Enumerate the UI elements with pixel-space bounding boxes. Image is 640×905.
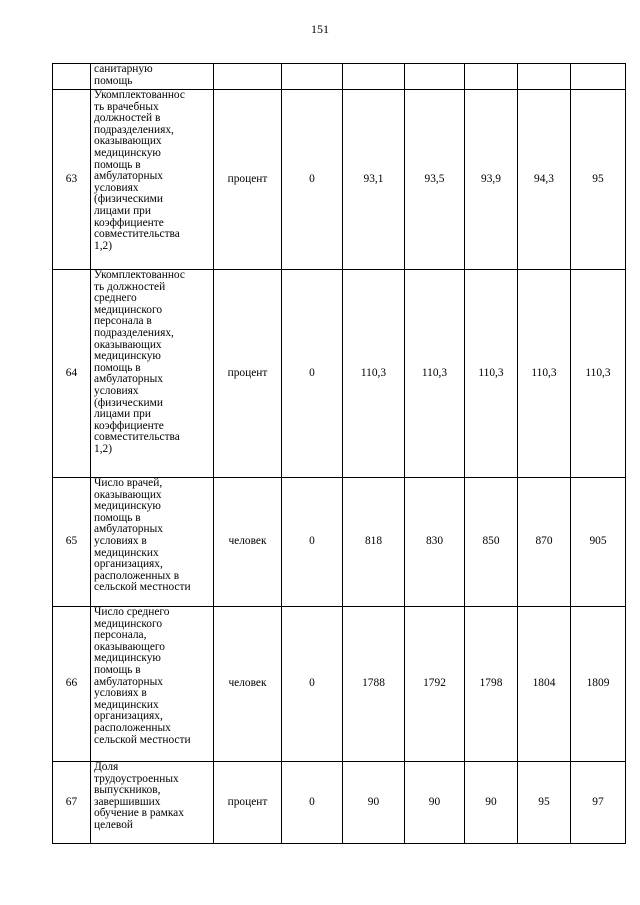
indicator-name-line: амбулаторных — [94, 170, 163, 183]
indicator-name — [91, 478, 214, 607]
unit-cell: человек — [214, 478, 282, 607]
indicator-name-line: Число среднего — [94, 606, 170, 618]
value-cell — [571, 64, 626, 90]
indicator-name-line: оказывающего — [94, 640, 165, 653]
indicator-name-line: амбулаторных — [94, 523, 163, 536]
indicator-name-line: Укомплектованнос — [94, 269, 185, 281]
value-cell: 818 — [343, 478, 405, 607]
value-cell: 110,3 — [405, 270, 465, 478]
value-cell: 1788 — [343, 607, 405, 762]
indicator-name-line: персонала, — [94, 629, 147, 642]
indicator-name-line: сельской местности — [94, 733, 191, 746]
indicator-name-line: помощь в — [94, 158, 141, 171]
indicator-name-line: подразделениях, — [94, 123, 174, 136]
value-cell: 97 — [571, 762, 626, 844]
value-cell — [405, 64, 465, 90]
value-cell: 93,5 — [405, 90, 465, 270]
value-cell: 93,9 — [465, 90, 518, 270]
indicator-name-line: медицинскую — [94, 500, 161, 513]
value-cell: 870 — [518, 478, 571, 607]
table-row — [53, 762, 626, 844]
indicator-name-line: коэффициенте — [94, 216, 164, 229]
row-number — [53, 64, 91, 90]
indicator-name-line: трудоустроенных — [94, 772, 179, 785]
unit-cell: человек — [214, 607, 282, 762]
indicator-name-line: помощь в — [94, 511, 141, 524]
value-cell: 110,3 — [571, 270, 626, 478]
value-cell: 110,3 — [518, 270, 571, 478]
indicator-name-line: (физическими — [94, 193, 163, 206]
value-cell: 90 — [465, 762, 518, 844]
indicator-name-line: Укомплектованнос — [94, 89, 185, 101]
indicator-name-line: медицинских — [94, 546, 159, 559]
value-cell: 1804 — [518, 607, 571, 762]
indicator-name — [91, 762, 214, 844]
value-cell: 1809 — [571, 607, 626, 762]
value-cell: 90 — [343, 762, 405, 844]
indicator-name — [91, 270, 214, 478]
indicator-name-line: медицинскую — [94, 350, 161, 363]
indicator-name-line: условиях в — [94, 687, 147, 700]
value-cell: 0 — [282, 90, 343, 270]
page-number: 151 — [311, 22, 329, 36]
indicator-name-line: Число врачей, — [94, 477, 163, 489]
indicator-name-line: среднего — [94, 292, 137, 305]
indicator-name-line: санитарную — [94, 63, 153, 75]
value-cell: 0 — [282, 478, 343, 607]
value-cell: 110,3 — [465, 270, 518, 478]
indicator-name-line: Доля — [94, 761, 119, 773]
indicator-name — [91, 64, 214, 90]
value-cell: 1792 — [405, 607, 465, 762]
table-row — [53, 270, 626, 478]
indicator-name-line: организациях, — [94, 558, 163, 571]
unit-cell: процент — [214, 270, 282, 478]
indicator-name-line: (физическими — [94, 396, 163, 409]
indicator-name-line: помощь в — [94, 361, 141, 374]
value-cell: 850 — [465, 478, 518, 607]
indicator-name-line: совместительства — [94, 228, 180, 241]
indicator-name-line: медицинского — [94, 303, 163, 316]
indicator-name-line: помощь в — [94, 663, 141, 676]
value-cell: 95 — [518, 762, 571, 844]
value-cell: 93,1 — [343, 90, 405, 270]
value-cell: 0 — [282, 607, 343, 762]
row-number: 63 — [53, 90, 91, 270]
indicator-name-line: лицами при — [94, 408, 151, 421]
indicator-name — [91, 90, 214, 270]
indicator-name-line: сельской местности — [94, 581, 191, 594]
indicator-name-line: завершивших — [94, 795, 161, 808]
indicator-name-line: организациях, — [94, 710, 163, 723]
indicator-name-line: целевой — [94, 818, 133, 831]
row-number: 65 — [53, 478, 91, 607]
indicator-name-line: амбулаторных — [94, 675, 163, 688]
indicator-name-line: лицами при — [94, 204, 151, 217]
indicator-name-line: амбулаторных — [94, 373, 163, 386]
value-cell: 1798 — [465, 607, 518, 762]
indicator-name-line: помощь — [94, 74, 133, 87]
indicator-name-line: условиях — [94, 384, 139, 397]
value-cell: 905 — [571, 478, 626, 607]
value-cell — [518, 64, 571, 90]
value-cell — [343, 64, 405, 90]
indicator-name-line: условиях в — [94, 534, 147, 547]
value-cell: 0 — [282, 270, 343, 478]
indicator-name-line: персонала в — [94, 315, 152, 328]
indicator-name — [91, 607, 214, 762]
table-row — [53, 64, 626, 90]
value-cell: 94,3 — [518, 90, 571, 270]
unit-cell — [214, 64, 282, 90]
indicator-name-line: 1,2) — [94, 442, 113, 455]
value-cell — [465, 64, 518, 90]
indicator-name-line: коэффициенте — [94, 419, 164, 432]
unit-cell: процент — [214, 762, 282, 844]
indicator-name-line: подразделениях, — [94, 326, 174, 339]
value-cell: 830 — [405, 478, 465, 607]
indicator-name-line: условиях — [94, 181, 139, 194]
value-cell: 90 — [405, 762, 465, 844]
indicator-name-line: медицинского — [94, 617, 163, 630]
indicator-name-line: оказывающих — [94, 488, 162, 501]
value-cell: 0 — [282, 762, 343, 844]
indicator-name-line: ть должностей — [94, 280, 166, 293]
value-cell — [282, 64, 343, 90]
unit-cell: процент — [214, 90, 282, 270]
indicator-name-line: медицинскую — [94, 652, 161, 665]
indicator-name-line: оказывающих — [94, 135, 162, 148]
table-row — [53, 607, 626, 762]
indicator-name-line: медицинскую — [94, 146, 161, 159]
indicator-name-line: должностей в — [94, 112, 161, 125]
table-row — [53, 90, 626, 270]
indicator-name-line: выпускников, — [94, 784, 161, 797]
indicator-name-line: оказывающих — [94, 338, 162, 351]
row-number: 67 — [53, 762, 91, 844]
indicator-name-line: 1,2) — [94, 239, 113, 252]
indicator-name-line: расположенных в — [94, 569, 180, 582]
row-number: 64 — [53, 270, 91, 478]
indicators-table — [52, 63, 626, 844]
value-cell: 95 — [571, 90, 626, 270]
indicator-name-line: ть врачебных — [94, 100, 159, 113]
indicator-name-line: расположенных — [94, 721, 171, 734]
row-number: 66 — [53, 607, 91, 762]
value-cell: 110,3 — [343, 270, 405, 478]
indicator-name-line: обучение в рамках — [94, 807, 184, 820]
table-row — [53, 478, 626, 607]
indicator-name-line: совместительства — [94, 431, 180, 444]
indicator-name-line: медицинских — [94, 698, 159, 711]
